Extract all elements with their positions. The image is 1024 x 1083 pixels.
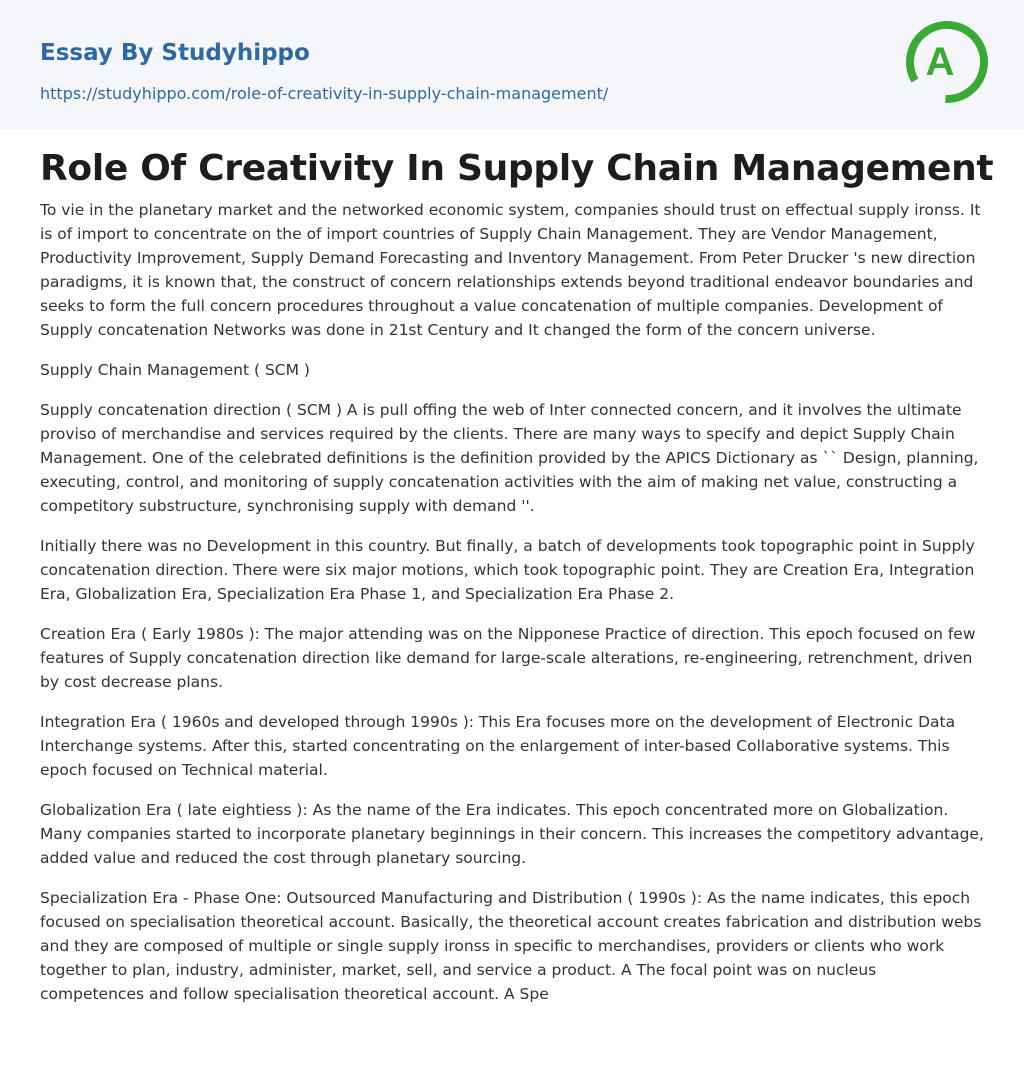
paragraph-scm-definition: Supply concatenation direction ( SCM ) A is pull offing the web of Inter connected concern, and it involves the ultimate proviso of merchandise and services required by the clients. There are many ways to specify and depict Supply Chain Management. One of the celebrated definitions is the definition provided by the APICS Dictionary as `` Design, planning, executing, control, and monitoring of supply concatenation activities with the aim of making net value, constructing a competitory substructure, synchronising supply with demand ''.	[40, 401, 979, 515]
paragraph-specialization-era: Specialization Era - Phase One: Outsourced Manufacturing and Distribution ( 1990s ): As the name indicates, this epoch focused on specialisation theoretical account. Basically, the theoretical account creates fabrication and distribution webs and they are composed of multiple or single supply ironss in specific to merchandises, providers or clients who work together to plan, industry, administer, market, sell, and service a product. A The focal point was on nucleus competences and follow specialisation theoretical account. A Spe	[40, 889, 982, 1003]
article-body	[0, 129, 1024, 1006]
site-header	[0, 0, 1024, 129]
brand-title: Essay By Studyhippo	[40, 40, 310, 66]
page-title: Role Of Creativity In Supply Chain Management	[40, 148, 994, 189]
source-url-link[interactable]: https://studyhippo.com/role-of-creativity-in-supply-chain-management/	[40, 84, 609, 103]
studyhippo-logo-icon[interactable]	[906, 18, 988, 106]
paragraph-creation-era: Creation Era ( Early 1980s ): The major attending was on the Nipponese Practice of direction. This epoch focused on few features of Supply concatenation direction like demand for large-scale alterations, re-engineering, retrenchment, driven by cost decrease plans.	[40, 625, 976, 691]
paragraph-developments: Initially there was no Development in this country. But finally, a batch of developments took topographic point in Supply concatenation direction. There were six major motions, which took topographic point. They are Creation Era, Integration Era, Globalization Era, Specialization Era Phase 1, and Specialization Era Phase 2.	[40, 537, 975, 603]
paragraph-intro: To vie in the planetary market and the networked economic system, companies should trust on effectual supply ironss. It is of import to concentrate on the of import countries of Supply Chain Management. They are Vendor Management, Productivity Improvement, Supply Demand Forecasting and Inventory Management. From Peter Drucker 's new direction paradigms, it is known that, the construct of concern relationships extends beyond traditional endeavor boundaries and seeks to form the full concern procedures throughout a value concatenation of multiple companies. Development of Supply concatenation Networks was done in 21st Century and It changed the form of the concern universe.	[40, 201, 981, 339]
paragraph-integration-era: Integration Era ( 1960s and developed through 1990s ): This Era focuses more on the development of Electronic Data Interchange systems. After this, started concentrating on the enlargement of inter-based Collaborative systems. This epoch focused on Technical material.	[40, 713, 956, 779]
paragraph-scm-heading: Supply Chain Management ( SCM )	[40, 361, 310, 379]
logo-letter: A	[925, 40, 955, 84]
paragraph-globalization-era: Globalization Era ( late eightiess ): As the name of the Era indicates. This epoch concentrated more on Globalization. Many companies started to incorporate planetary beginnings in their concern. This increases the competitory advantage, added value and reduced the cost through planetary sourcing.	[40, 801, 984, 867]
